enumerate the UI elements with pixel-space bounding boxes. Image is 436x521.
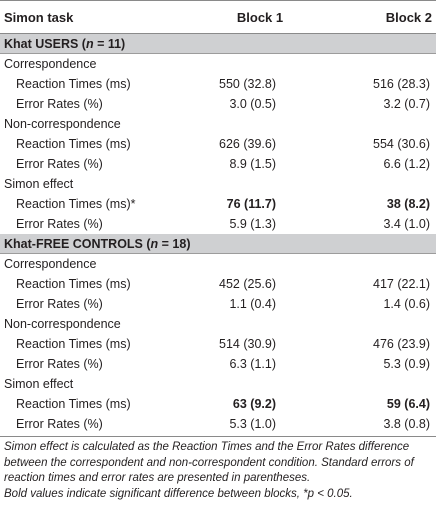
table-row <box>0 274 436 294</box>
section-label: Correspondence <box>4 57 97 71</box>
header-block-1: Block 1 <box>236 9 284 25</box>
table-row <box>0 74 436 94</box>
cell-block-1: 550 (32.8) <box>219 77 276 91</box>
table-row <box>0 394 436 414</box>
group-header <box>0 234 436 254</box>
row-label: Error Rates (%) <box>16 217 103 231</box>
cell-block-1: 1.1 (0.4) <box>229 297 276 311</box>
cell-block-2: 516 (28.3) <box>373 77 430 91</box>
section-row <box>0 54 436 74</box>
row-label: Error Rates (%) <box>16 97 103 111</box>
table-row <box>0 94 436 114</box>
cell-block-2: 6.6 (1.2) <box>383 157 430 171</box>
cell-block-2: 3.4 (1.0) <box>383 217 430 231</box>
row-label: Error Rates (%) <box>16 357 103 371</box>
section-label: Simon effect <box>4 177 74 191</box>
group-title-n: n <box>150 236 159 251</box>
section-row <box>0 254 436 274</box>
section-row <box>0 114 436 134</box>
group-title-prefix: Khat USERS ( <box>4 36 86 51</box>
group-header <box>0 34 436 54</box>
table-notes <box>0 437 436 502</box>
cell-block-1: 3.0 (0.5) <box>229 97 276 111</box>
row-label: Error Rates (%) <box>16 157 103 171</box>
section-row <box>0 374 436 394</box>
cell-block-1: 63 (9.2) <box>232 397 276 411</box>
table-row <box>0 334 436 354</box>
section-label: Non-correspondence <box>4 317 121 331</box>
table-row <box>0 414 436 434</box>
table-row <box>0 354 436 374</box>
cell-block-2: 3.2 (0.7) <box>383 97 430 111</box>
group-title-suffix: = 18) <box>158 236 191 251</box>
cell-block-1: 76 (11.7) <box>226 197 276 211</box>
cell-block-2: 3.8 (0.8) <box>383 417 430 431</box>
group-title <box>4 237 190 251</box>
table-body <box>0 34 436 434</box>
header-block-2: Block 2 <box>385 9 432 25</box>
header-simon-task: Simon task <box>4 9 74 25</box>
section-row <box>0 314 436 334</box>
table-row <box>0 154 436 174</box>
cell-block-1: 452 (25.6) <box>219 277 276 291</box>
row-label: Reaction Times (ms)* <box>16 197 136 211</box>
cell-block-2: 476 (23.9) <box>373 337 430 351</box>
cell-block-1: 626 (39.6) <box>219 137 276 151</box>
row-label: Reaction Times (ms) <box>16 277 131 291</box>
table-header <box>0 0 436 34</box>
table-row <box>0 194 436 214</box>
row-label: Reaction Times (ms) <box>16 137 131 151</box>
section-label: Correspondence <box>4 257 97 271</box>
section-label: Non-correspondence <box>4 117 121 131</box>
cell-block-1: 5.9 (1.3) <box>229 217 276 231</box>
row-label: Error Rates (%) <box>16 417 103 431</box>
group-title-n: n <box>85 36 94 51</box>
cell-block-2: 38 (8.2) <box>386 197 430 211</box>
group-title <box>4 37 125 51</box>
cell-block-2: 1.4 (0.6) <box>383 297 430 311</box>
table-row <box>0 214 436 234</box>
cell-block-1: 5.3 (1.0) <box>229 417 276 431</box>
cell-block-1: 514 (30.9) <box>219 337 276 351</box>
row-label: Reaction Times (ms) <box>16 77 131 91</box>
cell-block-2: 554 (30.6) <box>373 137 430 151</box>
table-row <box>0 134 436 154</box>
note-simon-effect: Simon effect is calculated as the Reaction Times and the Error Rates difference between the correspondent and non-correspondent condition. Standard errors of reaction times and error rates are presented in parentheses. <box>4 441 414 484</box>
section-label: Simon effect <box>4 377 74 391</box>
note-bold-values: Bold values indicate significant difference between blocks, *p < 0.05. <box>4 487 353 500</box>
cell-block-2: 417 (22.1) <box>373 277 430 291</box>
row-label: Reaction Times (ms) <box>16 397 131 411</box>
cell-block-2: 5.3 (0.9) <box>383 357 430 371</box>
group-title-prefix: Khat-FREE CONTROLS ( <box>4 236 151 251</box>
section-row <box>0 174 436 194</box>
cell-block-1: 8.9 (1.5) <box>229 157 276 171</box>
row-label: Reaction Times (ms) <box>16 337 131 351</box>
table-row <box>0 294 436 314</box>
group-title-suffix: = 11) <box>93 36 126 51</box>
cell-block-2: 59 (6.4) <box>386 397 430 411</box>
row-label: Error Rates (%) <box>16 297 103 311</box>
cell-block-1: 6.3 (1.1) <box>229 357 276 371</box>
